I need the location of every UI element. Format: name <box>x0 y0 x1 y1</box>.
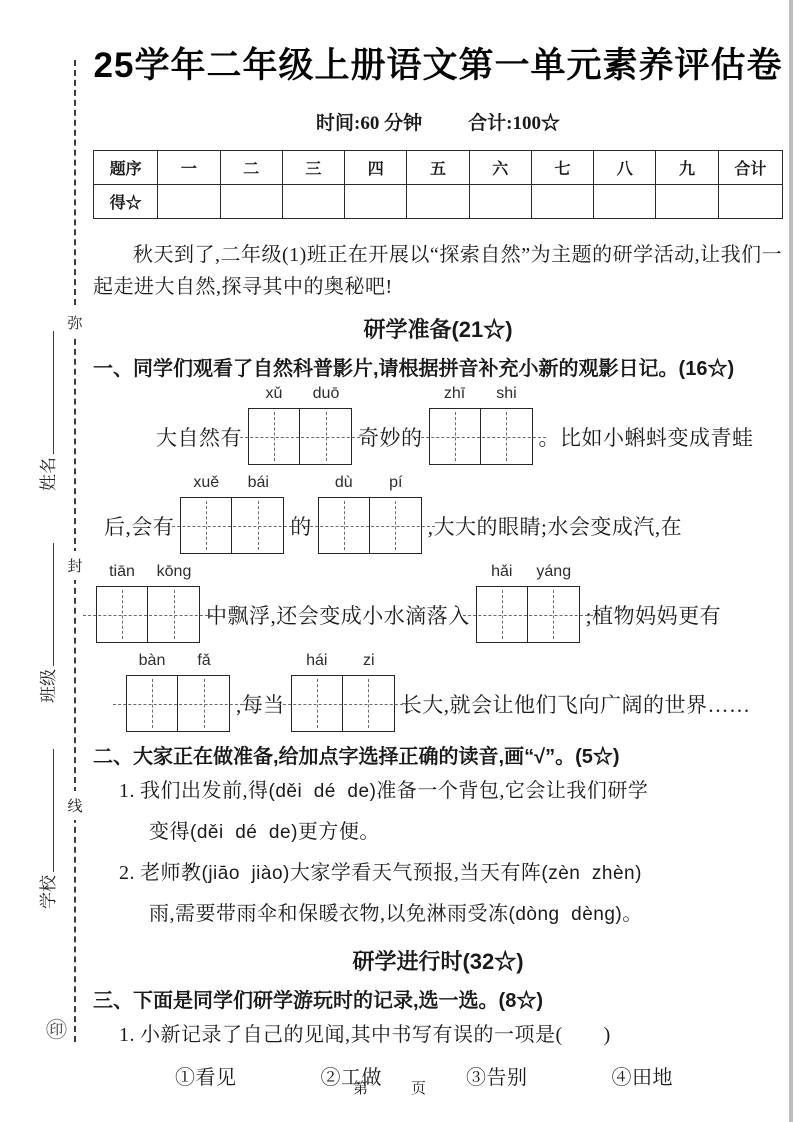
score-table-header-cell: 九 <box>656 151 718 185</box>
pinyin-blank[interactable] <box>291 652 395 732</box>
q1-body <box>93 383 783 732</box>
dotted-char: 教 • <box>181 862 202 884</box>
pinyin-blank[interactable] <box>248 385 352 465</box>
q1-text: 奇妙的 <box>358 425 423 450</box>
pinyin-label <box>318 474 422 492</box>
q3-text: 小新记录了自己的见闻,其中书写有误的一项是( ) <box>140 1024 611 1046</box>
score-table-score-row <box>94 185 783 219</box>
score-table-header-cell: 五 <box>407 151 469 185</box>
seal-field-blank-line[interactable] <box>38 543 54 666</box>
char-box-pair <box>291 675 395 732</box>
pinyin-blank[interactable] <box>126 652 230 732</box>
char-box-pair <box>126 675 230 732</box>
pinyin-syllable: hái <box>306 652 328 669</box>
seal-char: 封 <box>66 551 83 580</box>
q2-item-line <box>119 771 783 812</box>
q1-text: 的 <box>290 514 312 539</box>
q2-text: 我们出发前, <box>140 780 248 802</box>
q2-item-line <box>119 853 783 894</box>
q1-row <box>93 650 783 732</box>
exam-content <box>93 0 783 1099</box>
char-box[interactable] <box>300 408 352 465</box>
pinyin-syllable: hǎi <box>491 563 513 580</box>
q3-stem: 三、下面是同学们研学游玩时的记录,选一选。(8☆) <box>93 990 543 1012</box>
char-box[interactable] <box>126 675 178 732</box>
char-box[interactable] <box>248 408 300 465</box>
score-table-header-cell: 六 <box>469 151 531 185</box>
pinyin-label <box>476 563 580 581</box>
pinyin-syllable: pí <box>389 474 403 491</box>
seal-char: 弥 <box>66 308 83 337</box>
seal-field-label: 班级 <box>38 669 58 703</box>
pinyin-syllable: fǎ <box>197 652 211 669</box>
q2-item-line <box>119 894 783 935</box>
pinyin-choice[interactable]: (děi dé de) <box>190 822 298 843</box>
pinyin-syllable: bái <box>247 474 269 491</box>
char-box-pair <box>318 497 422 554</box>
score-table-header-cell: 题序 <box>94 151 158 185</box>
option-3[interactable]: ③告别 <box>466 1067 528 1089</box>
item-number: 2. <box>119 862 135 884</box>
q2-item <box>119 853 783 935</box>
q1-text: 。比如小蝌蚪变成青蛙 <box>538 425 754 450</box>
score-cell[interactable] <box>220 185 282 219</box>
time-label: 时间:60 分钟 <box>316 113 423 134</box>
seal-field-学校 <box>31 749 61 909</box>
item-number: 1. <box>119 780 135 802</box>
pinyin-syllable: xuě <box>193 474 220 491</box>
item-number: 1. <box>119 1024 135 1046</box>
q1-text: 长大,就会让他们飞向广阔的世界…… <box>400 692 751 717</box>
char-box[interactable] <box>343 675 395 732</box>
pinyin-blank[interactable] <box>476 563 580 643</box>
pinyin-label <box>126 652 230 670</box>
q2-text: 大家学看天气预报,当天有 <box>289 862 521 884</box>
pinyin-label <box>291 652 395 670</box>
score-cell[interactable] <box>656 185 718 219</box>
pinyin-syllable: duō <box>312 385 340 402</box>
q2-text: 更方便。 <box>297 821 380 843</box>
score-table-header-cell: 八 <box>594 151 656 185</box>
pinyin-syllable: tiān <box>109 563 135 580</box>
pinyin-syllable: dù <box>334 474 353 491</box>
option-4[interactable]: ④田地 <box>611 1067 673 1089</box>
score-table-header-cell: 七 <box>531 151 593 185</box>
score-cell[interactable] <box>282 185 344 219</box>
q1-text: 大自然有 <box>156 425 242 450</box>
seal-field-blank-line[interactable] <box>38 749 54 872</box>
q1-row <box>93 472 783 554</box>
seal-field-blank-line[interactable] <box>38 331 54 454</box>
option-1[interactable]: ①看见 <box>175 1067 237 1089</box>
pinyin-syllable: zi <box>362 652 375 669</box>
seal-field-label: 姓名 <box>38 457 58 491</box>
pinyin-choice[interactable]: (děi dé de) <box>268 781 377 802</box>
char-box[interactable] <box>318 497 370 554</box>
q2-text: 老师 <box>140 862 181 884</box>
q2-text: 。 <box>622 903 643 925</box>
pinyin-blank[interactable] <box>96 563 200 643</box>
pinyin-choice[interactable]: (dòng dèng) <box>508 904 623 925</box>
exam-meta <box>93 108 783 135</box>
dotted-char: 得 • <box>248 780 269 802</box>
pinyin-label <box>429 385 533 403</box>
score-table-header-cell: 合计 <box>718 151 782 185</box>
pinyin-syllable: yáng <box>536 563 572 580</box>
pinyin-syllable: bàn <box>138 652 166 669</box>
score-table-header-cell: 四 <box>345 151 407 185</box>
section-2-title: 研学进行时(32☆) <box>352 949 524 974</box>
pinyin-label <box>96 563 200 581</box>
pinyin-blank[interactable] <box>429 385 533 465</box>
pinyin-syllable: xǔ <box>265 385 283 402</box>
char-box[interactable] <box>291 675 343 732</box>
score-table-header-cell: 一 <box>158 151 220 185</box>
char-box[interactable] <box>481 408 533 465</box>
seal-field-姓名 <box>31 331 61 491</box>
char-box-pair <box>180 497 284 554</box>
option-2[interactable]: ②工做 <box>320 1067 382 1089</box>
score-table <box>93 150 783 219</box>
pinyin-choice[interactable]: (jiāo jiào) <box>201 863 290 884</box>
score-cell[interactable] <box>345 185 407 219</box>
q1-row <box>93 561 783 643</box>
q2-item-line <box>119 812 783 853</box>
pinyin-label <box>180 474 284 492</box>
q3-item-line <box>119 1015 783 1056</box>
score-cell[interactable] <box>594 185 656 219</box>
char-box[interactable] <box>476 586 528 643</box>
pinyin-syllable: kōng <box>156 563 192 580</box>
char-box-pair <box>429 408 533 465</box>
score-cell[interactable] <box>531 185 593 219</box>
q2-body <box>93 771 783 935</box>
seal-field-label: 学校 <box>38 875 58 909</box>
score-table-header-row <box>94 151 783 185</box>
q2-text: 雨,需要带雨伞和保暖衣物,以免淋雨受 <box>149 903 488 925</box>
q1-row <box>93 383 783 465</box>
dotted-char: 阵 • <box>521 862 542 884</box>
score-row-label: 得☆ <box>94 185 158 219</box>
score-cell[interactable] <box>158 185 220 219</box>
char-box-pair <box>476 586 580 643</box>
q2-item <box>119 771 783 853</box>
char-box[interactable] <box>96 586 148 643</box>
pinyin-blank[interactable] <box>180 474 284 554</box>
char-box[interactable] <box>148 586 200 643</box>
page-footer: 第 页 <box>352 1081 440 1097</box>
scan-edge <box>789 0 793 1122</box>
char-box-pair <box>96 586 200 643</box>
page-title: 25学年二年级上册语文第一单元素养评估卷 <box>93 46 783 85</box>
seal-stamp-icon: ㊞ <box>46 1018 67 1042</box>
pinyin-syllable: zhī <box>443 385 466 402</box>
score-cell[interactable] <box>718 185 782 219</box>
seal-char: 线 <box>66 791 83 820</box>
q1-text: 后,会有 <box>104 514 175 539</box>
char-box[interactable] <box>429 408 481 465</box>
dotted-char: 得 • <box>170 821 191 843</box>
pinyin-blank[interactable] <box>318 474 422 554</box>
q1-stem: 一、同学们观看了自然科普影片,请根据拼音补充小新的观影日记。(16☆) <box>93 358 735 380</box>
char-box[interactable] <box>180 497 232 554</box>
total-score-label: 合计:100☆ <box>468 113 560 134</box>
score-cell[interactable] <box>407 185 469 219</box>
pinyin-label <box>248 385 352 403</box>
q1-text: ;植物妈妈更有 <box>585 603 722 628</box>
q1-text: ,每当 <box>236 692 285 717</box>
q2-text: 准备一个背包,它会让我们研学 <box>376 780 649 802</box>
char-box[interactable] <box>178 675 230 732</box>
pinyin-choice[interactable]: (zèn zhèn) <box>541 863 642 884</box>
score-cell[interactable] <box>469 185 531 219</box>
char-box[interactable] <box>232 497 284 554</box>
char-box[interactable] <box>370 497 422 554</box>
section-1-title: 研学准备(21☆) <box>363 317 513 342</box>
char-box[interactable] <box>528 586 580 643</box>
char-box-pair <box>248 408 352 465</box>
dotted-char: 冻 • <box>488 903 509 925</box>
q1-text: ,大大的眼睛;水会变成汽,在 <box>427 514 683 539</box>
seal-field-班级 <box>31 543 61 703</box>
q2-stem: 二、大家正在做准备,给加点字选择正确的读音,画“√”。(5☆) <box>93 746 620 768</box>
pinyin-syllable: shi <box>496 385 517 402</box>
score-table-header-cell: 三 <box>282 151 344 185</box>
intro-paragraph: 秋天到了,二年级(1)班正在开展以“探索自然”为主题的研学活动,让我们一起走进大自然,探寻其中的奥秘吧! <box>93 244 783 298</box>
q2-text: 变 <box>149 821 170 843</box>
q1-text: 中飘浮,还会变成小水滴落入 <box>206 603 470 628</box>
score-table-header-cell: 二 <box>220 151 282 185</box>
